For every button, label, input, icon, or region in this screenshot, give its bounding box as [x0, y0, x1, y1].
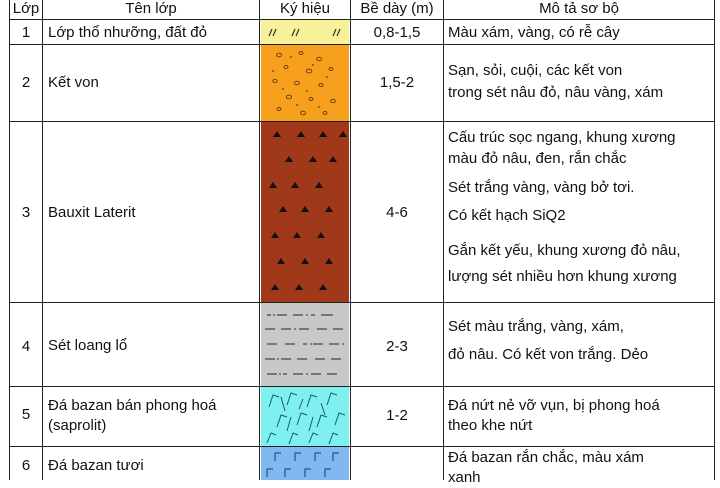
layer-description: Sạn, sỏi, cuội, các kết von	[448, 62, 623, 79]
layer-name: Sét loang lổ	[48, 337, 128, 354]
layer-number: 4	[21, 338, 31, 355]
clay-dashes-pattern-icon	[261, 303, 349, 386]
row-border	[9, 121, 715, 122]
layer-description: Đá nứt nẻ vỡ vụn, bị phong hoá	[448, 397, 660, 414]
layer-description: trong sét nâu đỏ, nâu vàng, xám	[448, 84, 664, 101]
row-border	[9, 386, 715, 387]
layer-thickness: 1-2	[386, 407, 408, 424]
layer-description: Gắn kết yếu, khung xương đỏ nâu,	[448, 242, 681, 259]
layer-name: Bauxit Laterit	[48, 204, 136, 221]
nodules-pattern-icon	[261, 45, 349, 121]
layer-description: Đá bazan rắn chắc, màu xám	[448, 449, 644, 466]
header-layer: Lớp	[12, 0, 40, 17]
layer-description: xanh	[448, 469, 481, 486]
layer-description: Có kết hạch SiQ2	[448, 207, 566, 224]
fresh-basalt-pattern-icon	[261, 447, 349, 480]
layer-number: 2	[21, 74, 31, 91]
layer-description: Sét màu trắng, vàng, xám,	[448, 318, 624, 335]
col-border	[443, 0, 444, 480]
layer-name: (saprolit)	[48, 417, 107, 434]
header-description: Mô tả sơ bộ	[539, 0, 619, 17]
layer-description: Cấu trúc sọc ngang, khung xương	[448, 129, 676, 146]
row-border	[9, 44, 715, 45]
layer-number: 3	[21, 204, 31, 221]
layer-thickness: 2-3	[386, 338, 408, 355]
layer-name: Đá bazan bán phong hoá	[48, 397, 217, 414]
layer-number: 1	[21, 24, 31, 41]
layer-name: Đá bazan tươi	[48, 457, 144, 474]
row-border	[9, 19, 715, 20]
row-border	[9, 302, 715, 303]
layer-thickness: 1,5-2	[379, 74, 415, 91]
layer-name: Kết von	[48, 74, 99, 91]
topsoil-pattern-icon	[261, 20, 349, 44]
header-symbol: Ký hiệu	[279, 0, 331, 17]
layer-description: đỏ nâu. Có kết von trắng. Dẻo	[448, 346, 649, 363]
col-border	[714, 0, 715, 480]
layer-name: Lớp thổ nhưỡng, đất đỏ	[48, 24, 207, 41]
header-thickness: Bề dày (m)	[360, 0, 434, 17]
saprolite-pattern-icon	[261, 387, 349, 446]
layer-description: theo khe nứt	[448, 417, 533, 434]
layer-thickness: 4-6	[386, 204, 408, 221]
col-border	[259, 0, 260, 480]
layer-description: lượng sét nhiều hơn khung xương	[448, 268, 677, 285]
layer-description: màu đỏ nâu, đen, rắn chắc	[448, 150, 627, 167]
header-name: Tên lớp	[125, 0, 177, 17]
layer-number: 5	[21, 406, 31, 423]
layer-description: Sét trắng vàng, vàng bở tơi.	[448, 179, 635, 196]
layer-description: Màu xám, vàng, có rễ cây	[448, 24, 620, 41]
laterite-triangles-pattern-icon	[261, 122, 349, 302]
layer-thickness: 0,8-1,5	[373, 24, 421, 41]
layer-number: 6	[21, 457, 31, 474]
row-border	[9, 446, 715, 447]
